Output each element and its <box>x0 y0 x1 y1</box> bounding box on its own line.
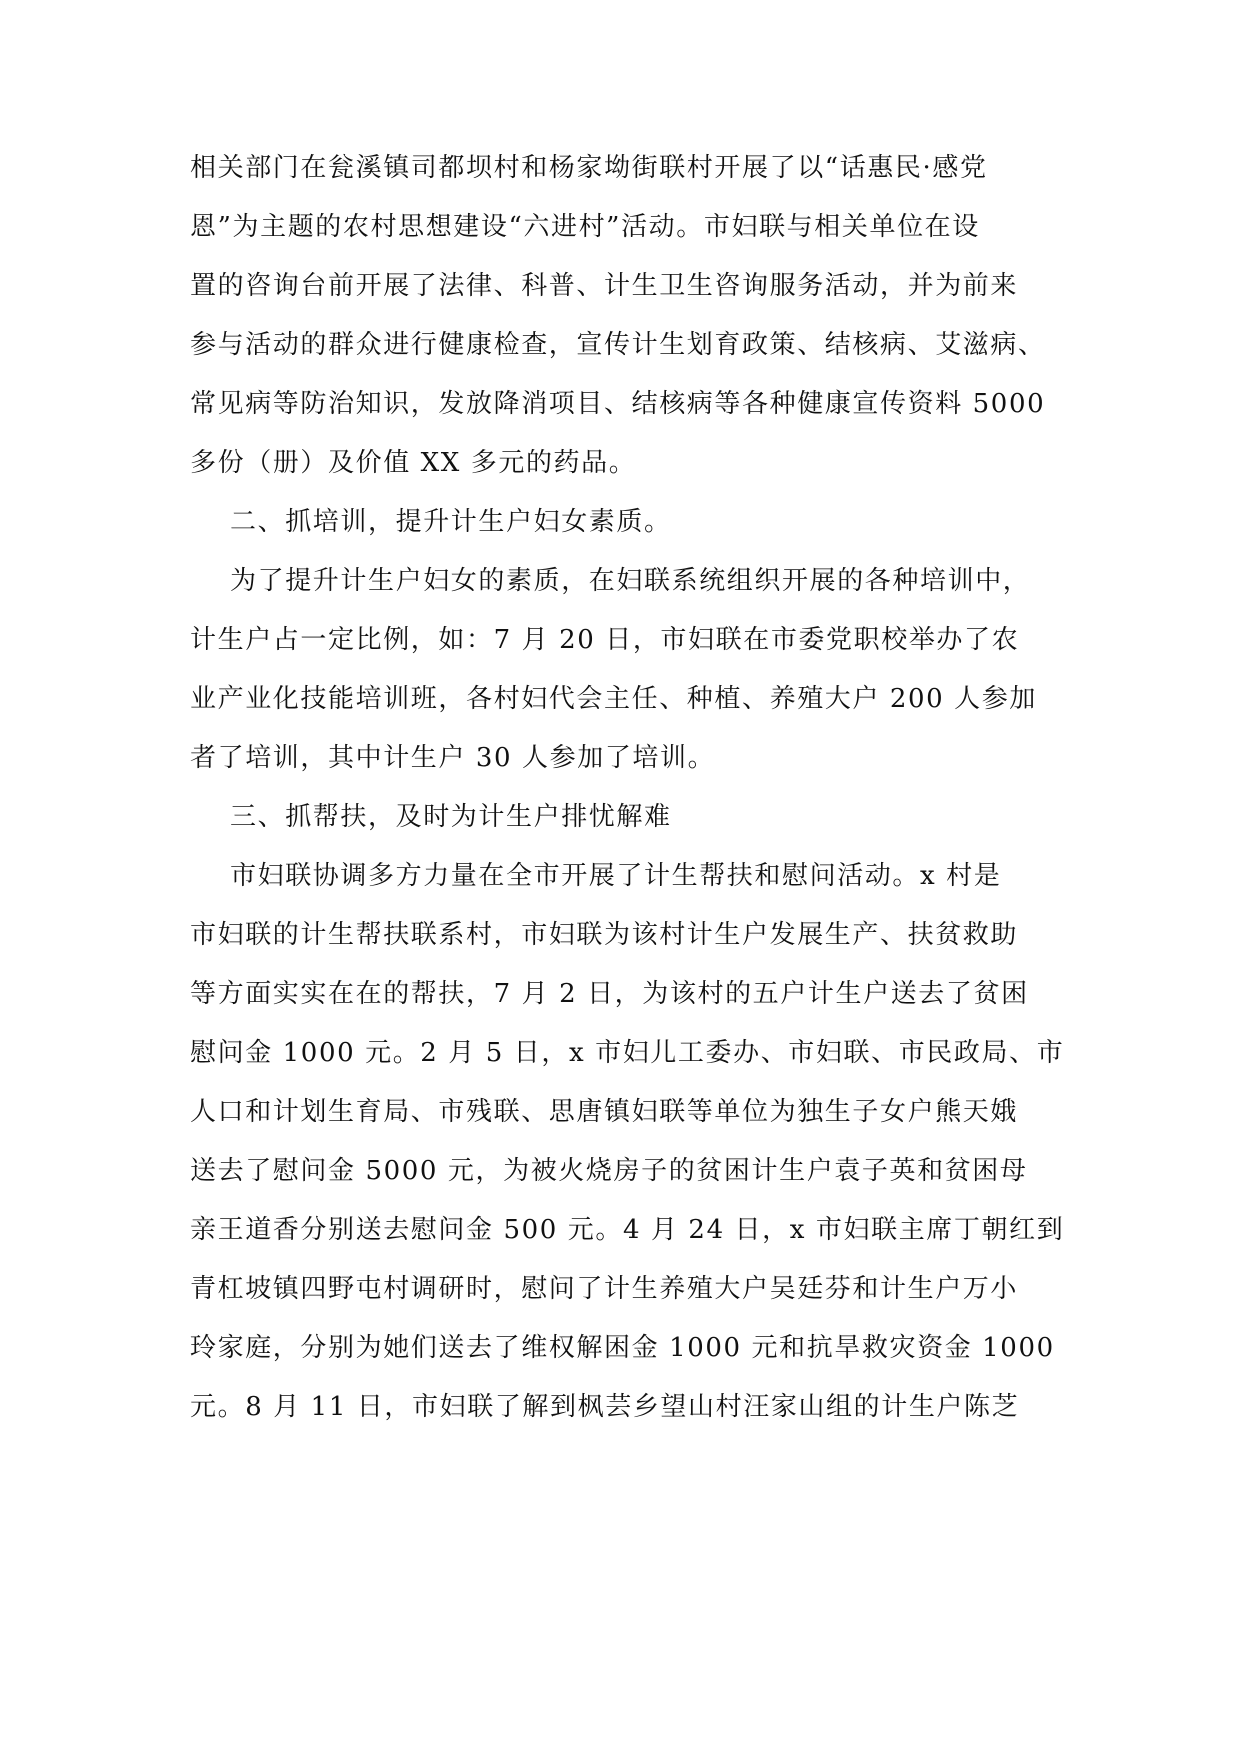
text-line: 市妇联的计生帮扶联系村，市妇联为该村计生户发展生产、扶贫救助 <box>190 920 1019 950</box>
text-line: 元。8 月 11 日，市妇联了解到枫芸乡望山村汪家山组的计生户陈芝 <box>190 1392 1020 1422</box>
text-line: 常见病等防治知识，发放降消项目、结核病等各种健康宣传资料 5000 <box>190 389 1046 419</box>
text-line: 送去了慰问金 5000 元，为被火烧房子的贫困计生户袁子英和贫困母 <box>190 1156 1028 1186</box>
text-line: 青杠坡镇四野屯村调研时，慰问了计生养殖大户吴廷芬和计生户万小 <box>190 1274 1019 1304</box>
text-line: 者了培训，其中计生户 30 人参加了培训。 <box>190 743 716 773</box>
text-line: 人口和计划生育局、市残联、思唐镇妇联等单位为独生子女户熊天娥 <box>190 1097 1019 1127</box>
text-line: 业产业化技能培训班，各村妇代会主任、种植、养殖大户 200 人参加 <box>190 684 1037 714</box>
text-line: 参与活动的群众进行健康检查，宣传计生划育政策、结核病、艾滋病、 <box>190 330 1046 360</box>
text-line: 恩”为主题的农村思想建设“六进村”活动。市妇联与相关单位在设 <box>190 212 980 242</box>
text-line: 玲家庭，分别为她们送去了维权解困金 1000 元和抗旱救灾资金 1000 <box>190 1333 1055 1363</box>
text-line: 等方面实实在在的帮扶，7 月 2 日，为该村的五户计生户送去了贫困 <box>190 979 1029 1009</box>
text-line: 慰问金 1000 元。2 月 5 日，x 市妇儿工委办、市妇联、市民政局、市 <box>190 1038 1065 1068</box>
text-line: 计生户占一定比例，如：7 月 20 日，市妇联在市委党职校举办了农 <box>190 625 1020 655</box>
text-line: 相关部门在瓮溪镇司都坝村和杨家坳街联村开展了以“话惠民·感党 <box>190 153 988 183</box>
section-heading: 三、抓帮扶，及时为计生户排忧解难 <box>230 802 672 832</box>
text-line: 市妇联协调多方力量在全市开展了计生帮扶和慰问活动。x 村是 <box>230 861 1002 891</box>
text-line: 亲王道香分别送去慰问金 500 元。4 月 24 日，x 市妇联主席丁朝红到 <box>190 1215 1065 1245</box>
text-line: 多份（册）及价值 XX 多元的药品。 <box>190 448 637 478</box>
section-heading: 二、抓培训，提升计生户妇女素质。 <box>230 507 672 537</box>
text-line: 为了提升计生户妇女的素质，在妇联系统组织开展的各种培训中， <box>230 566 1031 596</box>
text-line: 置的咨询台前开展了法律、科普、计生卫生咨询服务活动，并为前来 <box>190 271 1019 301</box>
